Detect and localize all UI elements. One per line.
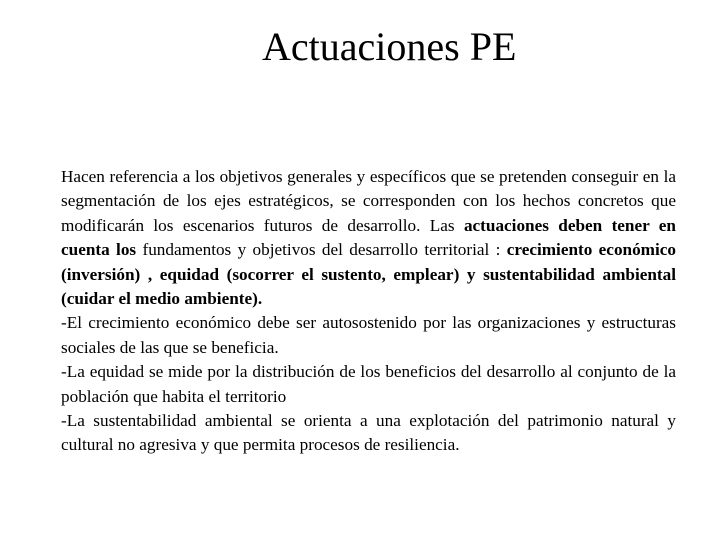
- intro-bold-1: actuaciones deben tener en cuenta los: [61, 215, 676, 260]
- paragraph-growth: -El crecimiento económico debe ser autosostenido por las organizaciones y estructuras sociales de las que se beneficia.: [61, 313, 676, 357]
- intro-text-1: Hacen referencia a los objetivos generales y específicos que se pretenden conseguir en la segmentación de los ejes estratégicos, se corresponden con los hechos concretos que modificarán los escenarios futuros de desarrollo. Las: [61, 167, 676, 235]
- paragraph-intro: [61, 165, 676, 311]
- slide-body: [61, 165, 676, 458]
- paragraph-equity: -La equidad se mide por la distribución de los beneficios del desarrollo al conjunto de la población que habita el territorio: [61, 362, 676, 406]
- intro-text-2: fundamentos y objetivos del desarrollo territorial :: [136, 240, 507, 260]
- intro-bold-2: crecimiento económico (inversión) , equidad (socorrer el sustento, emplear) y sustentabilidad ambiental (cuidar el medio ambiente).: [61, 240, 676, 309]
- slide-title: Actuaciones PE: [262, 24, 517, 69]
- paragraph-sustainability: -La sustentabilidad ambiental se orienta a una explotación del patrimonio natural y cultural no agresiva y que permita procesos de resiliencia.: [61, 411, 676, 455]
